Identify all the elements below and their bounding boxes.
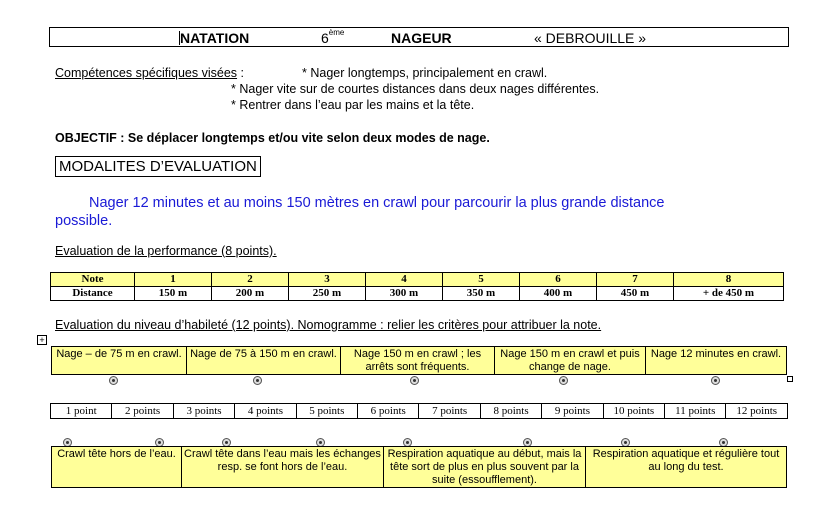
note-cell: 5 [443,273,520,287]
connector-dot-icon[interactable] [253,376,262,385]
points-cell: 11 points [665,404,726,419]
connector-dot-icon[interactable] [109,376,118,385]
performance-title: Evaluation de la performance (8 points). [55,244,277,258]
note-cell: 4 [366,273,443,287]
points-cell: 7 points [419,404,480,419]
criterion-bottom-1: Crawl tête hors de l’eau. [51,446,182,488]
connector-dot-icon[interactable] [559,376,568,385]
criterion-top-1: Nage – de 75 m en crawl. [51,346,187,375]
points-cell: 12 points [726,404,788,419]
distance-row [51,287,784,301]
header-grade: 6ème [321,28,345,46]
note-cell: 2 [212,273,289,287]
connector-dot-icon[interactable] [711,376,720,385]
note-cell: 1 [135,273,212,287]
note-cell: 8 [674,273,784,287]
header-box [49,27,789,47]
note-row [51,273,784,287]
competences-label: Compétences spécifiques visées : [55,66,244,80]
points-cell: 9 points [542,404,603,419]
criterion-top-4: Nage 150 m en crawl et puis change de nage. [494,346,646,375]
header-level-name: « DEBROUILLE » [534,30,647,46]
criterion-bottom-4: Respiration aquatique et régulière tout au long du test. [585,446,787,488]
header-sport: NATATION [180,30,250,46]
competence-item-2: * Nager vite sur de courtes distances dans deux nages différentes. [231,82,600,96]
points-cell: 3 points [173,404,234,419]
modalites-title: MODALITES D’EVALUATION [55,156,261,177]
points-cell: 6 points [358,404,419,419]
distance-cell: 150 m [135,287,212,301]
criterion-bottom-2: Crawl tête dans l’eau mais les échanges resp. se font hors de l’eau. [181,446,384,488]
task-line-1: Nager 12 minutes et au moins 150 mètres en crawl pour parcourir la plus grande distance [89,195,665,211]
criterion-top-3: Nage 150 m en crawl ; les arrêts sont fréquents. [340,346,495,375]
points-scale [50,403,788,419]
points-cell: 2 points [112,404,173,419]
connector-dot-icon[interactable] [410,376,419,385]
distance-cell: 400 m [520,287,597,301]
header-level: NAGEUR [391,30,452,46]
table-resize-handle[interactable] [787,376,793,382]
points-cell: 4 points [235,404,296,419]
criterion-top-2: Nage de 75 à 150 m en crawl. [186,346,341,375]
distance-cell: 300 m [366,287,443,301]
distance-cell: 200 m [212,287,289,301]
habilete-title: Evaluation du niveau d’habileté (12 points). Nomogramme : relier les critères pour attribuer la note. [55,318,602,332]
distance-cell: + de 450 m [674,287,784,301]
criterion-bottom-3: Respiration aquatique au début, mais la tête sort de plus en plus souvent par la suite (essoufflement). [383,446,586,488]
competence-item-1: * Nager longtemps, principalement en crawl. [302,66,548,80]
points-cell: 1 point [51,404,112,419]
distance-row-label: Distance [51,287,135,301]
distance-cell: 450 m [597,287,674,301]
note-cell: 6 [520,273,597,287]
task-line-2: possible. [55,213,113,229]
table-move-handle-icon[interactable]: + [37,335,47,345]
note-cell: 7 [597,273,674,287]
note-cell: 3 [289,273,366,287]
objective-text: OBJECTIF : Se déplacer longtemps et/ou vite selon deux modes de nage. [55,131,490,145]
criterion-top-5: Nage 12 minutes en crawl. [645,346,787,375]
performance-table [50,272,784,301]
distance-cell: 250 m [289,287,366,301]
points-row [51,404,788,419]
points-cell: 10 points [603,404,664,419]
note-row-label: Note [51,273,135,287]
points-cell: 5 points [296,404,357,419]
competence-item-3: * Rentrer dans l’eau par les mains et la tête. [231,98,475,112]
distance-cell: 350 m [443,287,520,301]
points-cell: 8 points [480,404,541,419]
